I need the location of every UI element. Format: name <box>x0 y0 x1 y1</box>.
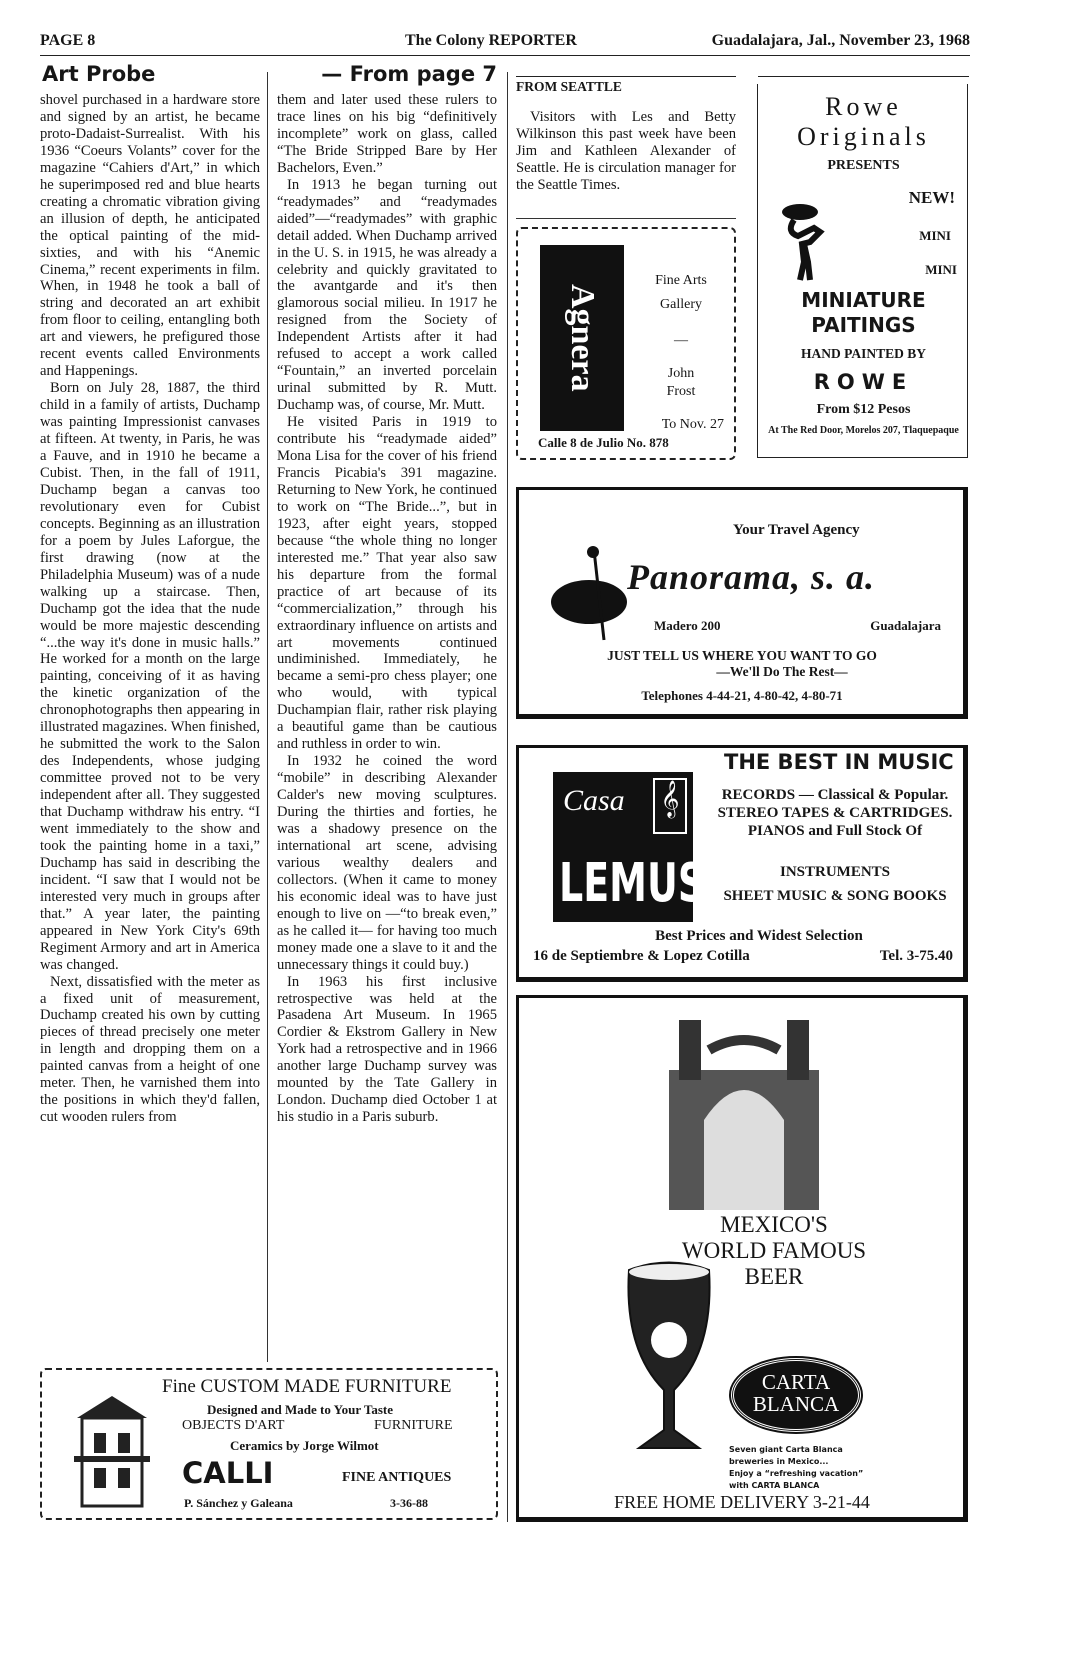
casa-lemus-music-ad <box>516 745 968 982</box>
calli-furniture-ad <box>40 1368 498 1520</box>
calli-objects: OBJECTS D'ART <box>182 1418 285 1433</box>
calli-ceramics: Ceramics by Jorge Wilmot <box>230 1438 379 1453</box>
paragraph: Born on July 28, 1887, the third child in a family of artists, Duchamp was painting Impressionist canvases at fifteen. At twenty, in Paris, he was a Fauve, and in 1910 he became a Cubist. Then, in the fall of 1911, Duchamp began a canvas too revolutionary even for Cubist concepts. Beginning as an illustration for a poem by Jules Laforgue, the first drawing (now at the Philadelphia Museum) was of a nude walking up a staircase. Then, Duchamp got the idea that the nude would be more majestic descending “...the way it's done in music halls.” He worked for a month on the large painting, conceiving of it as having the kinetic organization of the chronophotographs then appearing in illustrated magazines. When finished, he submitted the work to the Salon des Independents, whose judging committee proved not to be very independent after all. They suggested that Duchamp withdraw his entry. “I went immediately to the show and took the painting home in a taxi,” Duchamp has said in describing the incident. “I saw that I would not be interested very much in groups after that.” A year later, the painting appeared in New York City's 69th Regiment Armory and art in America was changed. <box>40 380 260 973</box>
calli-subtitle: Designed and Made to Your Taste <box>207 1402 393 1417</box>
carta-blanca-logo <box>731 1358 861 1432</box>
building-illustration-icon <box>72 1388 152 1508</box>
beer-headline-3: BEER <box>744 1264 804 1289</box>
continued-from: — From page 7 <box>321 62 497 86</box>
gallery-dates: To Nov. 27 <box>661 417 724 432</box>
lemus-headline: THE BEST IN MUSIC <box>724 750 954 774</box>
paragraph: He visited Paris in 1919 to contribute his “readymade aided” Mona Lisa for the cover of his friend Francis Picabia's 391 magazine. Returning to New York, he continued to work on “The Bride...”, but in 1923, after eight years, stopped because “the whole thing no longer interested me.” That year also saw his departure from the formal practice of art because of its “commercialization,” through his extraordinary influence on artists and art movements continued undiminished. Immediately, he became a semi-pro chess player; one who would, with typical Duchampian flair, rather risk playing a beautiful game than be cautious and ruthless in order to win. <box>277 414 497 753</box>
gallery-address: Calle 8 de Julio No. 878 <box>538 435 669 450</box>
paragraph: In 1963 his first inclusive retrospective was held at the Pasadena Art Museum. In 1965 Cordier & Ekstrom Gallery in New York had a retrospective and in 1966 another large Duchamp survey was mounted by the Tate Gallery in London. Duchamp died October 1 at his studio in a Paris suburb. <box>277 973 497 1126</box>
panorama-travel-ad <box>516 487 968 719</box>
seattle-body: Visitors with Les and Betty Wilkinson this past week have been Jim and Kathleen Alexander of Seattle. He is circulation manager for the Seattle Times. <box>516 109 736 193</box>
beer-small-print <box>729 1444 863 1492</box>
paragraph: In 1932 he coined the word “mobile” in describing Alexander Calder's new moving sculptures. During the thirties and forties, he was a shadowy presence on the international art scene, advising various wealthy dealers and collectors. (When it came to money his economic ideal was to have just enough to live on —“to break even,” as he called it— for having too much money made one a slave to it and the unnecessary things it could buy.) <box>277 753 497 973</box>
travel-city: Guadalajara <box>870 618 941 633</box>
article-column-1 <box>40 92 260 1360</box>
gallery-line: Fine Arts <box>655 273 707 288</box>
logo-carta: CARTA <box>761 1370 831 1394</box>
gallery-artist-last: Frost <box>666 384 696 399</box>
seattle-heading: FROM SEATTLE <box>516 79 622 94</box>
calli-brand: CALLI <box>182 1456 274 1490</box>
rowe-title-2: Originals <box>797 122 930 151</box>
calli-antiques: FINE ANTIQUES <box>342 1470 452 1485</box>
rowe-presents: PRESENTS <box>827 158 900 173</box>
paragraph: In 1913 he began turning out “readymades” and “readymades aided”—“readymades” with graphic detail added. When Duchamp arrived in the U. S. in 1915, he was already a celebrity and quickly gravitated to the avantgarde and it's then glamorous social milieu. In 1917 he resigned from the Society of Independent Artists after it had refused to accept a work called “Fountain,” an inverted porcelain urinal submitted by R. Mutt. Duchamp was, of course, Mr. Mutt. <box>277 176 497 414</box>
small-print-line: with CARTA BLANCA <box>729 1481 820 1490</box>
carta-blanca-beer-ad <box>516 995 968 1522</box>
stone-arch-illustration <box>659 1010 829 1210</box>
lemus-sheet-music: SHEET MUSIC & SONG BOOKS <box>723 888 947 904</box>
rowe-new: NEW! <box>908 188 955 207</box>
rowe-mini: MINI <box>925 262 957 277</box>
fine-arts-gallery-ad <box>516 227 736 460</box>
beer-headline-1: MEXICO'S <box>720 1212 828 1237</box>
small-print-line: breweries in Mexico... <box>729 1457 829 1466</box>
travel-tagline: Your Travel Agency <box>733 522 860 538</box>
logo-casa: Casa <box>563 784 625 817</box>
headline: Art Probe <box>42 62 156 86</box>
calli-title: Fine CUSTOM MADE FURNITURE <box>162 1376 452 1397</box>
travel-brand: Panorama, s. a. <box>627 557 876 597</box>
rowe-title: Rowe <box>825 92 902 121</box>
dateline: Guadalajara, Jal., November 23, 1968 <box>711 32 970 49</box>
lemus-body: RECORDS — Classical & Popular. STEREO TAPES & CARTRIDGES. PIANOS and Full Stock Of <box>717 787 953 839</box>
seattle-news-item <box>516 76 736 194</box>
column-divider <box>507 72 508 1522</box>
casa-lemus-logo <box>553 772 706 922</box>
paragraph: Next, dissatisfied with the meter as a fixed unit of measurement, Duchamp created his own by cutting pieces of thread precisely one meter in length and dropping them on a painted canvas from a height of one meter. Then, he varnished them into the positions in which they'd fallen, cut wooden rulers from <box>40 973 260 1126</box>
paragraph: them and later used these rulers to trace lines on his big “definitively incomplete” work on glass, called “The Bride Stripped Bare by Her Bachelors, Even.” <box>277 92 497 176</box>
rowe-miniature: MINIATURE <box>801 288 926 312</box>
lemus-instruments: INSTRUMENTS <box>779 864 891 880</box>
rowe-hand-painted: HAND PAINTED BY <box>800 346 926 361</box>
small-print-line: Seven giant Carta Blanca <box>729 1445 843 1454</box>
travel-slogan-2: —We'll Do The Rest— <box>716 664 848 679</box>
gallery-logo: Agnera <box>540 245 624 431</box>
beer-headline-2: WORLD FAMOUS <box>681 1238 867 1263</box>
column-divider <box>267 72 268 1362</box>
divider <box>516 218 736 219</box>
rowe-originals-ad <box>757 84 968 458</box>
logo-blanca: BLANCA <box>752 1392 840 1416</box>
article-column-2 <box>277 92 497 1360</box>
rowe-address: At The Red Door, Morelos 207, Tlaquepaque <box>768 425 959 436</box>
lemus-best-prices: Best Prices and Widest Selection <box>655 928 863 944</box>
lemus-phone: Tel. 3-75.40 <box>879 948 953 964</box>
page-number: PAGE 8 <box>40 32 96 49</box>
beer-glass-icon <box>619 1260 719 1460</box>
newspaper-title: The Colony REPORTER <box>405 32 577 49</box>
rowe-price: From $12 Pesos <box>816 402 911 417</box>
beer-delivery: FREE HOME DELIVERY 3-21-44 <box>614 1492 870 1512</box>
figure-illustration-icon <box>780 202 830 282</box>
calli-phone: 3-36-88 <box>390 1496 428 1510</box>
rowe-name: ROWE <box>813 370 914 394</box>
lemus-address: 16 de Septiembre & Lopez Cotilla <box>533 948 750 964</box>
globe-rooster-icon <box>549 542 639 642</box>
page-header <box>40 30 970 56</box>
travel-phones: Telephones 4-44-21, 4-80-42, 4-80-71 <box>641 688 843 703</box>
small-print-line: Enjoy a “refreshing vacation” <box>729 1469 864 1478</box>
travel-slogan: JUST TELL US WHERE YOU WANT TO GO <box>607 648 877 663</box>
paragraph: shovel purchased in a hardware store and signed by an artist, he became proto-Dadaist-Surrealist. With his 1936 “Coeurs Volants” cover for the magazine “Cahiers d'Art,” in which he superimposed red and blue hearts creating a chromatic vibration giving an illusion of depth, he anticipated the optical painting of the mid-sixties, and with his “Anemic Cinema,” recent experiments in film. When, in 1948 he took a ball of string and decorated an art exhibit from floor to ceiling, entangling both art and viewers, he prefigured those recent events called Environments and Happenings. <box>40 92 260 380</box>
calli-address: P. Sánchez y Galeana <box>184 1496 293 1510</box>
gallery-artist-first: John <box>667 366 695 381</box>
travel-street: Madero 200 <box>654 618 721 633</box>
rowe-paitings: PAITINGS <box>811 313 916 337</box>
logo-lemus: LEMUS <box>559 852 706 914</box>
gallery-line: Gallery <box>660 297 702 312</box>
treble-clef-icon: 𝄞 <box>653 778 687 834</box>
rowe-miniature-paitings <box>758 288 969 338</box>
calli-furniture: FURNITURE <box>374 1418 453 1433</box>
gallery-dash: — <box>674 333 688 348</box>
rowe-mini: MINI <box>919 228 951 243</box>
